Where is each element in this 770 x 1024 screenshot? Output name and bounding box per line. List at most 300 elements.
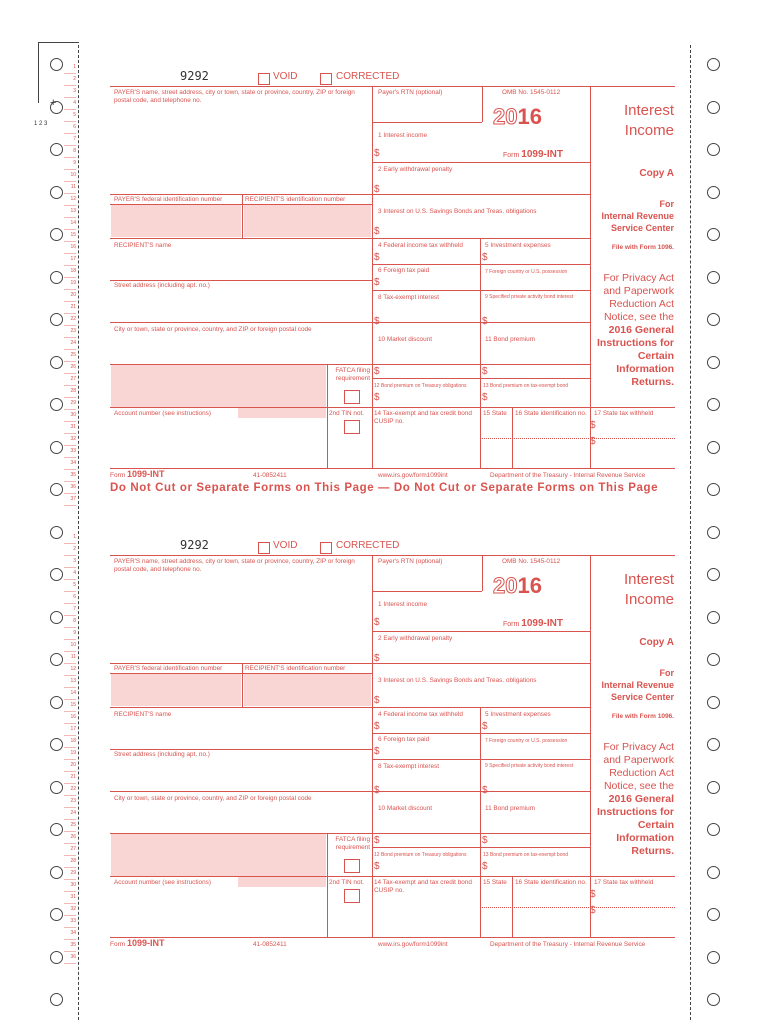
box6-label: 6 Foreign tax paid [378,267,430,274]
line-number: 29 [64,868,76,880]
line-number: 23 [64,796,76,808]
footer-dept: Department of the Treasury - Internal Revenue Service [490,472,646,479]
box16-label: 16 State identification no. [515,879,587,886]
feed-hole [707,228,720,241]
payer-rtn-label: Payer's RTN (optional) [378,89,443,96]
feed-hole [707,271,720,284]
rtn-bottom [372,591,482,592]
form-ref [503,620,563,629]
account-field[interactable] [114,420,324,460]
privacy-1: For Privacy Act [603,741,674,753]
box10-label: 10 Market discount [378,336,432,343]
box12-label: 12 Bond premium on Treasury obligations [374,383,467,389]
form-ref-name: 1099-INT [521,618,563,629]
line-number: 24 [64,808,76,820]
mid-col-divider [480,707,481,937]
line-number: 32 [64,434,76,446]
line-number: 21 [64,302,76,314]
recipient-name-field[interactable] [114,252,368,280]
box6-dollar: $ [374,277,380,288]
feed-hole [707,781,720,794]
privacy-3: Reduction Act [609,767,674,779]
privacy-2: and Paperwork [603,285,674,297]
form-title-1: Interest [623,102,674,119]
box14-label: 14 Tax-exempt and tax credit bond CUSIP no. [374,410,472,425]
box9-label: 9 Specified private activity bond interest [485,763,574,769]
line-number: 3 [64,556,76,568]
box2-label: 2 Early withdrawal penalty [378,166,453,173]
feed-hole [707,186,720,199]
recipient-id-label: RECIPIENT'S identification number [245,665,346,672]
payer-name-label: PAYER'S name, street address, city or town, state or province, country, ZIP or foreign postal code, and telephone no. [114,558,355,573]
box2-dollar: $ [374,653,380,664]
box13-dollar: $ [482,392,488,403]
line-number: 1 [64,532,76,544]
file-with: File with Form 1096. [611,244,674,251]
box13-dollar: $ [482,861,488,872]
irs-line2: Service Center [610,223,674,233]
recipient-rule [110,749,372,750]
privacy-7: Certain [637,350,674,362]
line-number-strip-top [64,62,76,506]
feed-hole [50,738,63,751]
box4-dollar: $ [374,252,380,263]
line-number: 22 [64,314,76,326]
col-divider-main [372,555,373,937]
row-rule-7 [110,876,675,877]
tin-checkbox[interactable] [344,889,360,903]
feed-hole [50,186,63,199]
feed-hole [50,143,63,156]
feed-hole [707,738,720,751]
feed-hole [707,993,720,1006]
tax-year-prefix: 20 [493,573,518,598]
line-number-strip-bottom [64,532,76,964]
line-number: 8 [64,146,76,158]
feed-hole [707,101,720,114]
box17-dollar-a: $ [590,420,596,431]
feed-hole [50,483,63,496]
feed-hole [50,908,63,921]
void-checkbox[interactable] [258,73,270,85]
feed-hole [50,568,63,581]
privacy-6: Instructions for [596,806,674,818]
fatca-checkbox[interactable] [344,390,360,404]
payer-fid-label: PAYER'S federal identification number [114,196,223,203]
recipient-id-field[interactable] [244,205,371,237]
fatca-checkbox[interactable] [344,859,360,873]
feed-hole [50,313,63,326]
line-number: 25 [64,820,76,832]
payer-fid-label: PAYER'S federal identification number [114,665,223,672]
account-shade [238,877,326,887]
row-rule-7 [110,407,675,408]
recipient-name-label: RECIPIENT'S name [114,711,172,718]
tax-year [493,573,542,599]
privacy-4: Notice, see the [603,311,674,323]
privacy-6: Instructions for [596,337,674,349]
line-number: 17 [64,724,76,736]
line-number: 12 [64,194,76,206]
privacy-7: Certain [637,819,674,831]
line-number: 36 [64,952,76,964]
feed-hole [50,611,63,624]
feed-hole [707,951,720,964]
corrected-checkbox[interactable] [320,73,332,85]
line-number: 28 [64,856,76,868]
feed-hole [707,313,720,326]
box1-dollar: $ [374,148,380,159]
form-ref [503,151,563,160]
line-number: 32 [64,904,76,916]
box4-label: 4 Federal income tax withheld [378,711,463,718]
feed-hole [50,526,63,539]
box9-dollar: $ [482,316,488,327]
box4-dollar: $ [374,721,380,732]
feed-hole [50,653,63,666]
line-number: 5 [64,110,76,122]
fatca-1: FATCA filing [335,367,370,374]
street-label: Street address (including apt. no.) [114,751,210,758]
box11-dollar: $ [482,835,488,846]
box8-dollar: $ [374,316,380,327]
line-number: 21 [64,772,76,784]
copy-a: Copy A [639,168,674,179]
recipient-id-field[interactable] [244,674,371,706]
street-field[interactable] [114,292,368,320]
line-number: 4 [64,568,76,580]
payer-bottom [110,194,590,195]
box7-label: 7 Foreign country or U.S. possession [485,269,568,275]
line-number: 34 [64,458,76,470]
line-number: 15 [64,230,76,242]
line-number: 30 [64,410,76,422]
line-number: 5 [64,580,76,592]
box1-label: 1 Interest income [378,601,428,608]
city-label: City or town, state or province, country, and ZIP or foreign postal code [114,326,312,333]
rtn-divider [482,555,483,591]
line-number: 27 [64,374,76,386]
line-number: 24 [64,338,76,350]
left-perforation [78,45,79,1020]
line-number: 13 [64,676,76,688]
line-number: 20 [64,290,76,302]
box15-label: 15 State [483,879,507,886]
tin-checkbox[interactable] [344,420,360,434]
feed-hole [707,398,720,411]
row-rule-6 [372,847,590,848]
feed-hole [707,696,720,709]
box7-label: 7 Foreign country or U.S. possession [485,738,568,744]
feed-hole [707,356,720,369]
row-rule-1 [110,707,590,708]
feed-hole [707,908,720,921]
line-number: 11 [64,652,76,664]
row-rule-1 [110,238,590,239]
payer-name-field[interactable] [114,108,368,194]
box8-label: 8 Tax-exempt interest [378,763,439,770]
line-number: 33 [64,446,76,458]
box5-label: 5 Investment expenses [485,711,551,718]
feed-hole [707,58,720,71]
box16-label: 16 State identification no. [515,410,587,417]
for-line: For [659,199,674,209]
box2-label: 2 Early withdrawal penalty [378,635,453,642]
recipient-rule [110,280,372,281]
line-number: 35 [64,940,76,952]
tax-year [493,104,542,130]
line-number: 1 [64,62,76,74]
fatca-2: requirement [335,375,370,382]
control-number: 9292 [180,69,209,83]
box1-bottom [372,631,590,632]
line-number: 7 [64,604,76,616]
col-divider-main [372,86,373,468]
box9-label: 9 Specified private activity bond interest [485,294,574,300]
city-label: City or town, state or province, country, and ZIP or foreign postal code [114,795,312,802]
fatca-label [328,367,370,383]
recipient-id-label: RECIPIENT'S identification number [245,196,346,203]
line-number: 14 [64,218,76,230]
form-title-2: Income [624,122,674,139]
rtn-bottom [372,122,482,123]
privacy-9: Returns. [631,376,674,388]
line-number: 26 [64,362,76,374]
row-rule-4 [110,322,590,323]
footer-form-name: 1099-INT [126,469,165,479]
box2-dollar: $ [374,184,380,195]
feed-hole [707,611,720,624]
recipient-name-field[interactable] [114,721,368,749]
line-number: 30 [64,880,76,892]
tin-label: 2nd TIN not. [329,410,365,417]
box1-label: 1 Interest income [378,132,428,139]
row-rule-2 [372,264,590,265]
feed-hole [50,441,63,454]
payer-fid-field[interactable] [111,205,241,237]
row-rule-3 [372,759,590,760]
row-rule-6 [372,378,590,379]
line-number: 28 [64,386,76,398]
box12-dollar: $ [374,392,380,403]
account-field[interactable] [114,889,324,929]
line-number: 16 [64,712,76,724]
footer-form [110,470,165,480]
box12-label: 12 Bond premium on Treasury obligations [374,852,467,858]
line-number: 7 [64,134,76,146]
privacy-notice [590,741,674,858]
payer-name-label: PAYER'S name, street address, city or town, state or province, country, ZIP or foreign postal code, and telephone no. [114,89,355,104]
irs-line1: Internal Revenue [601,680,674,690]
box3-label: 3 Interest on U.S. Savings Bonds and Treas. obligations [378,677,537,684]
box3-label: 3 Interest on U.S. Savings Bonds and Treas. obligations [378,208,537,215]
file-with: File with Form 1096. [611,713,674,720]
right-perforation [690,45,691,1020]
rtn-divider [482,86,483,122]
bottom-rule [110,937,675,938]
feed-hole [50,271,63,284]
privacy-9: Returns. [631,845,674,857]
line-number: 9 [64,158,76,170]
box12-dollar: $ [374,861,380,872]
box8-label: 8 Tax-exempt interest [378,294,439,301]
fid-divider [242,663,243,707]
box9-dollar: $ [482,785,488,796]
tax-year-suffix: 16 [517,573,542,598]
fatca-1: FATCA filing [335,836,370,843]
line-number: 2 [64,74,76,86]
corrected-label: CORRECTED [336,71,400,82]
box11-dollar: $ [482,366,488,377]
mid-col-divider [480,238,481,468]
box10-dollar: $ [374,366,380,377]
box17-dollar-b: $ [590,905,596,916]
omb-number: OMB No. 1545-0112 [502,558,561,565]
line-number: 12 [64,664,76,676]
line-number: 25 [64,350,76,362]
privacy-1: For Privacy Act [603,272,674,284]
feed-hole [50,228,63,241]
line-number: 6 [64,122,76,134]
line-number: 23 [64,326,76,338]
account-label: Account number (see instructions) [114,410,211,417]
form-ref-prefix: Form [503,621,522,628]
tax-year-suffix: 16 [517,104,542,129]
feed-hole [50,696,63,709]
irs-line1: Internal Revenue [601,211,674,221]
form-title-1: Interest [623,571,674,588]
form-1099-int-top [110,69,675,500]
privacy-4: Notice, see the [603,780,674,792]
feed-hole [707,441,720,454]
for-irs [596,667,674,703]
footer-cat: 41-0852411 [253,941,287,948]
privacy-8: Information [616,832,674,844]
payer-rtn-label: Payer's RTN (optional) [378,558,443,565]
line-number: 11 [64,182,76,194]
city-field[interactable] [114,805,368,833]
line-number: 20 [64,760,76,772]
account-shade [238,408,326,418]
box15-label: 15 State [483,410,507,417]
line-number: 6 [64,592,76,604]
box1-dollar: $ [374,617,380,628]
control-number: 9292 [180,538,209,552]
form-ref-name: 1099-INT [521,149,563,160]
line-number: 3 [64,86,76,98]
recipient-name-label: RECIPIENT'S name [114,242,172,249]
box5-label: 5 Investment expenses [485,242,551,249]
line-number: 19 [64,748,76,760]
form-title-2: Income [624,591,674,608]
payer-name-field[interactable] [114,577,368,663]
void-checkbox[interactable] [258,542,270,554]
footer-form-prefix: Form [110,941,127,948]
feed-hole [50,993,63,1006]
box17-label: 17 State tax withheld [594,410,654,417]
feed-hole [707,653,720,666]
irs-line2: Service Center [610,692,674,702]
bottom-rule [110,468,675,469]
footer-form-prefix: Form [110,472,127,479]
box6-label: 6 Foreign tax paid [378,736,430,743]
box3-dollar: $ [374,226,380,237]
line-number: 33 [64,916,76,928]
privacy-3: Reduction Act [609,298,674,310]
footer-cat: 41-0852411 [253,472,287,479]
omb-number: OMB No. 1545-0112 [502,89,561,96]
for-irs [596,198,674,234]
footer-url: www.irs.gov/form1099int [378,472,448,479]
box6-dollar: $ [374,746,380,757]
state-row-rule [480,907,675,908]
void-label: VOID [273,71,298,82]
corrected-label: CORRECTED [336,540,400,551]
account-label: Account number (see instructions) [114,879,211,886]
line-number: 37 [64,494,76,506]
for-line: For [659,668,674,678]
line-number: 29 [64,398,76,410]
box5-dollar: $ [482,721,488,732]
privacy-notice [590,272,674,389]
corrected-checkbox[interactable] [320,542,332,554]
box1-bottom [372,162,590,163]
feed-hole [50,398,63,411]
state-row-rule [480,438,675,439]
line-number: 31 [64,422,76,434]
box17-dollar-a: $ [590,889,596,900]
footer-form [110,939,165,949]
row-rule-4 [110,791,590,792]
privacy-2: and Paperwork [603,754,674,766]
city-field[interactable] [114,336,368,364]
void-label: VOID [273,540,298,551]
line-number: 10 [64,170,76,182]
street-field[interactable] [114,761,368,789]
footer-form-name: 1099-INT [126,938,165,948]
box11-label: 11 Bond premium [485,336,535,343]
line-number: 18 [64,266,76,278]
line-number: 17 [64,254,76,266]
box17-dollar-b: $ [590,436,596,447]
line-number: 13 [64,206,76,218]
line-number: 26 [64,832,76,844]
registration-mark: 1 2 3 [34,121,48,127]
line-number: 15 [64,700,76,712]
feed-hole [707,568,720,581]
box13-label: 13 Bond premium on tax-exempt bond [483,852,569,858]
line-number: 35 [64,470,76,482]
row-rule-3 [372,290,590,291]
line-number: 4 [64,98,76,110]
box10-dollar: $ [374,835,380,846]
line-number: 22 [64,784,76,796]
payer-fid-field[interactable] [111,674,241,706]
line-number: 19 [64,278,76,290]
privacy-8: Information [616,363,674,375]
form-1099-int-bottom [110,538,675,969]
box13-label: 13 Bond premium on tax-exempt bond [483,383,569,389]
privacy-5: 2016 General [608,324,674,336]
box11-label: 11 Bond premium [485,805,535,812]
line-number: 31 [64,892,76,904]
do-not-cut-notice: Do Not Cut or Separate Forms on This Page — Do Not Cut or Separate Forms on This Page [110,482,659,494]
tax-year-prefix: 20 [493,104,518,129]
tin-label: 2nd TIN not. [329,879,365,886]
fatca-shaded-area [111,834,326,876]
feed-hole [50,866,63,879]
line-number: 34 [64,928,76,940]
